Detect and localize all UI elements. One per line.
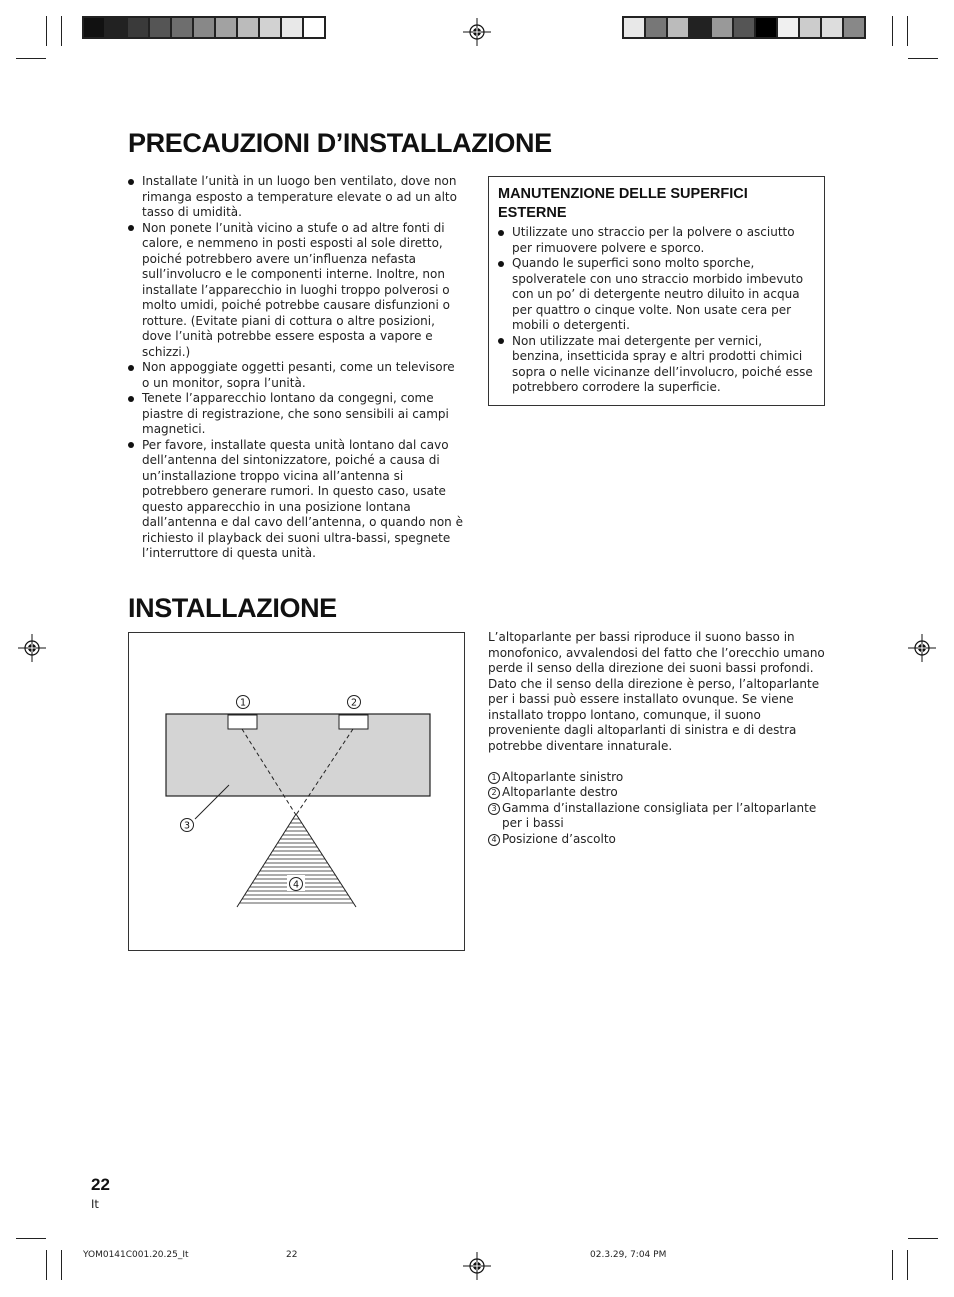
legend-item: 1 Altoparlante sinistro bbox=[488, 770, 828, 786]
installation-text bbox=[488, 630, 828, 847]
crop-mark bbox=[907, 16, 908, 46]
crop-mark bbox=[908, 1238, 938, 1239]
crop-mark bbox=[16, 58, 46, 59]
crop-mark bbox=[908, 58, 938, 59]
registration-mark-icon bbox=[463, 1252, 491, 1280]
color-swatch bbox=[83, 17, 105, 38]
color-swatch bbox=[733, 17, 755, 38]
crop-mark bbox=[46, 1250, 47, 1280]
left-speaker-rect bbox=[228, 715, 257, 729]
color-swatch bbox=[149, 17, 171, 38]
list-item: Utilizzate uno straccio per la polvere o asciutto per rimuovere polvere e sporco. bbox=[498, 225, 815, 256]
footer-date: 02.3.29, 7:04 PM bbox=[590, 1250, 667, 1260]
section-title-installation: INSTALLAZIONE bbox=[128, 593, 337, 623]
left-color-bar bbox=[82, 16, 326, 39]
crop-mark bbox=[46, 16, 47, 46]
installation-paragraph: L’altoparlante per bassi riproduce il suono basso in monofonico, avvalendosi del fatto che l’orecchio umano perde il senso della direzione dei suoni bassi profondi. Dato che il senso della direzione è perso, l’altoparlante per i bassi può essere installato ovunque. Se viene installato troppo lontano, comunque, il suono proveniente dagli altoparlanti di sinistra e di destra potrebbe diventare innaturale. bbox=[488, 630, 825, 753]
list-item: Tenete l’apparecchio lontano da congegni, come piastre di registrazione, che sono sensibili ai campi magnetici. bbox=[128, 391, 465, 438]
callout-3: 3 bbox=[183, 820, 191, 832]
color-swatch bbox=[645, 17, 667, 38]
color-swatch bbox=[623, 17, 645, 38]
footer-filename: YOM0141C001.20.25_It bbox=[83, 1250, 189, 1260]
color-swatch bbox=[821, 17, 843, 38]
section-title-precautions: PRECAUZIONI D’INSTALLAZIONE bbox=[128, 128, 552, 158]
callout-4: 4 bbox=[292, 879, 300, 891]
crop-mark bbox=[61, 16, 62, 46]
color-swatch bbox=[843, 17, 865, 38]
color-swatch bbox=[193, 17, 215, 38]
color-swatch bbox=[127, 17, 149, 38]
color-swatch bbox=[799, 17, 821, 38]
color-swatch bbox=[105, 17, 127, 38]
installation-diagram-box bbox=[128, 632, 465, 951]
right-color-bar bbox=[622, 16, 866, 39]
legend-item: 2 Altoparlante destro bbox=[488, 785, 828, 801]
color-swatch bbox=[215, 17, 237, 38]
crop-mark bbox=[16, 1238, 46, 1239]
color-swatch bbox=[303, 17, 325, 38]
crop-mark bbox=[907, 1250, 908, 1280]
color-swatch bbox=[755, 17, 777, 38]
legend-item: 4 Posizione d’ascolto bbox=[488, 832, 828, 848]
list-item: Per favore, installate questa unità lontano dal cavo dell’antenna del sintonizzatore, poiché a causa di un’installazione troppo vicina all’antenna si potrebbero generare rumori. In questo caso, usate questo apparecchio in una posizione lontana dall’antenna e dal cavo dell’antenna, o quando non è richiesto il playback dei suoni ultra-bassi, spegnete l’interruttore di questa unità. bbox=[128, 438, 465, 562]
legend-item: 3 Gamma d’installazione consigliata per l’altoparlante per i bassi bbox=[488, 801, 828, 832]
precautions-list bbox=[128, 174, 465, 562]
callout-2: 2 bbox=[350, 697, 358, 709]
list-item: Non utilizzate mai detergente per vernici, benzina, insetticida spray e altri prodotti chimici sopra o nelle vicinanze dell’involucro, poiché esse potrebbero corrodere la superficie. bbox=[498, 334, 815, 396]
registration-mark-icon bbox=[463, 18, 491, 46]
page-number: 22 bbox=[91, 1175, 110, 1194]
list-item: Non ponete l’unità vicino a stufe o ad altre fonti di calore, e nemmeno in posti esposti al sole diretto, poiché potrebbero avere un’influenza nefasta sull’involucro e le componenti interne. Inoltre, non installate l’apparecchio in luoghi troppo polverosi o molto umidi, poiché potrebbe causare disfunzioni o rotture. (Evitate piani di cottura o altre posizioni, dove l’unità potrebbe essere esposta a vapore e schizzi.) bbox=[128, 221, 465, 361]
callout-1: 1 bbox=[239, 697, 247, 709]
color-swatch bbox=[689, 17, 711, 38]
list-item: Installate l’unità in un luogo ben ventilato, dove non rimanga esposto a temperature elevate o ad un alto tasso di umidità. bbox=[128, 174, 465, 221]
color-swatch bbox=[667, 17, 689, 38]
color-swatch bbox=[171, 17, 193, 38]
installation-diagram bbox=[129, 633, 464, 950]
color-swatch bbox=[777, 17, 799, 38]
page-language: It bbox=[91, 1197, 99, 1211]
maintenance-list bbox=[498, 225, 815, 396]
color-swatch bbox=[281, 17, 303, 38]
registration-mark-icon bbox=[908, 634, 936, 662]
maintenance-title: MANUTENZIONE DELLE SUPERFICI ESTERNE bbox=[498, 186, 748, 221]
list-item: Non appoggiate oggetti pesanti, come un televisore o un monitor, sopra l’unità. bbox=[128, 360, 465, 391]
maintenance-box bbox=[488, 176, 825, 406]
crop-mark bbox=[892, 1250, 893, 1280]
color-swatch bbox=[237, 17, 259, 38]
install-area-rect bbox=[166, 714, 430, 796]
crop-mark bbox=[61, 1250, 62, 1280]
registration-mark-icon bbox=[18, 634, 46, 662]
color-swatch bbox=[259, 17, 281, 38]
footer-page: 22 bbox=[286, 1250, 298, 1260]
list-item: Quando le superfici sono molto sporche, spolveratele con uno straccio morbido imbevuto con un po’ di detergente neutro diluito in acqua per quattro o cinque volte. Non usate cera per mobili o detergenti. bbox=[498, 256, 815, 334]
crop-mark bbox=[892, 16, 893, 46]
right-speaker-rect bbox=[339, 715, 368, 729]
color-swatch bbox=[711, 17, 733, 38]
